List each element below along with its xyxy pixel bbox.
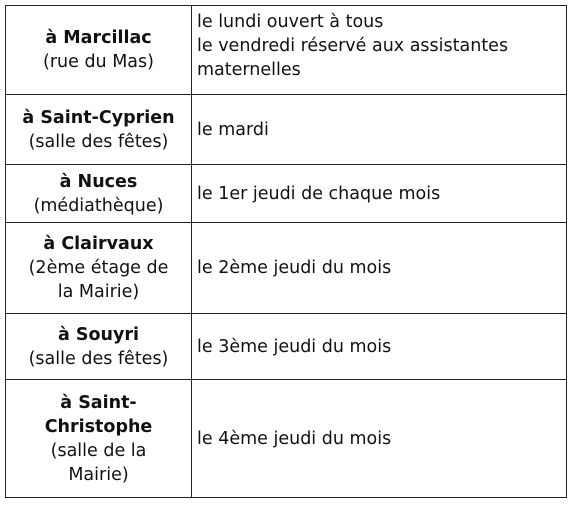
day-cell bbox=[192, 314, 567, 380]
place-name: à Souyri bbox=[57, 324, 140, 345]
place-detail: (salle de la bbox=[50, 440, 147, 461]
day-cell bbox=[192, 223, 567, 314]
place-name: à Nuces bbox=[59, 171, 138, 192]
day-line: le 2ème jeudi du mois bbox=[197, 258, 392, 278]
place-cell bbox=[6, 314, 192, 380]
day-line: le 4ème jeudi du mois bbox=[197, 428, 392, 449]
schedule-table bbox=[5, 5, 567, 498]
day-cell bbox=[192, 6, 567, 95]
place-cell bbox=[6, 380, 192, 498]
place-detail: (médiathèque) bbox=[33, 195, 164, 216]
table-row bbox=[6, 380, 567, 498]
table-row bbox=[6, 6, 567, 95]
place-detail: (2ème étage de bbox=[28, 258, 169, 278]
day-line: le lundi ouvert à tous bbox=[197, 12, 384, 32]
place-cell bbox=[6, 223, 192, 314]
place-cell bbox=[6, 165, 192, 223]
day-cell bbox=[192, 95, 567, 165]
day-line: le 3ème jeudi du mois bbox=[197, 336, 392, 357]
place-name: à Saint- bbox=[60, 392, 137, 413]
day-line: le vendredi réservé aux assistantes bbox=[197, 36, 509, 56]
place-detail: (rue du Mas) bbox=[43, 52, 154, 72]
day-cell bbox=[192, 380, 567, 498]
place-detail: la Mairie) bbox=[57, 282, 140, 302]
place-cell bbox=[6, 95, 192, 165]
day-line: le mardi bbox=[197, 119, 269, 140]
place-name: Christophe bbox=[44, 416, 153, 437]
table-row bbox=[6, 314, 567, 380]
place-name: à Clairvaux bbox=[43, 234, 154, 254]
table-row bbox=[6, 165, 567, 223]
place-detail: (salle des fêtes) bbox=[28, 131, 169, 152]
place-name: à Saint-Cyprien bbox=[22, 107, 175, 128]
place-detail: (salle des fêtes) bbox=[28, 348, 169, 369]
day-cell bbox=[192, 165, 567, 223]
day-line: maternelles bbox=[197, 60, 301, 80]
place-cell bbox=[6, 6, 192, 95]
table-row bbox=[6, 223, 567, 314]
place-name: à Marcillac bbox=[45, 28, 152, 48]
day-line: le 1er jeudi de chaque mois bbox=[197, 183, 441, 204]
place-detail: Mairie) bbox=[68, 464, 129, 485]
table-row bbox=[6, 95, 567, 165]
